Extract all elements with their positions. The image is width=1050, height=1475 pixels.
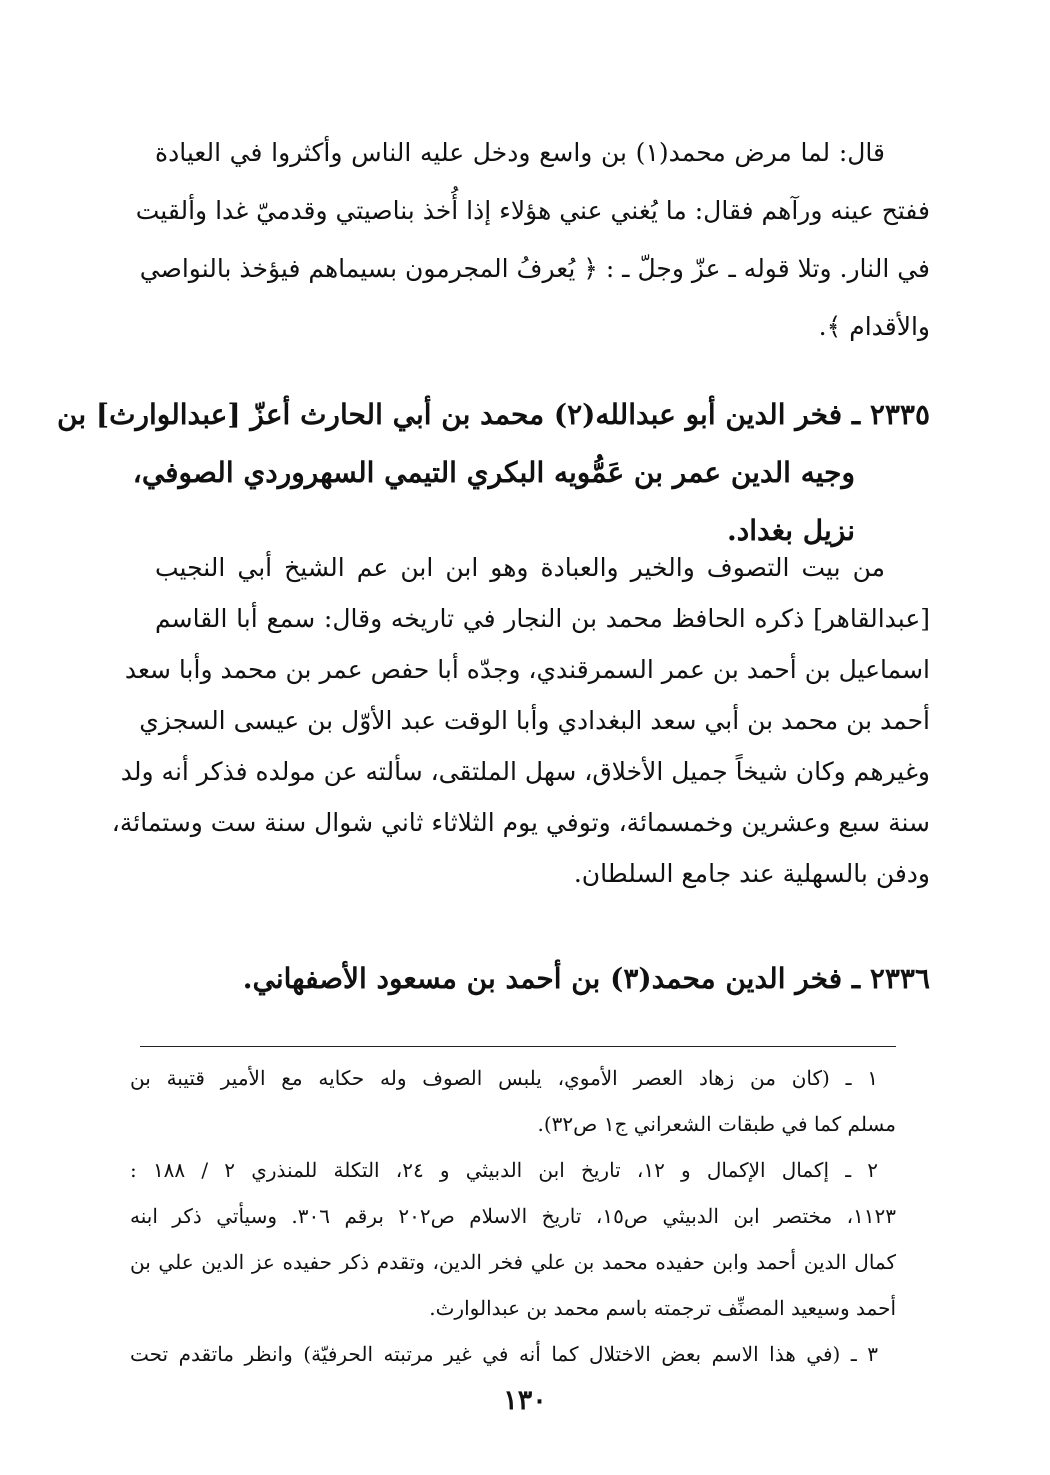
text-line: أحمد بن محمد بن أبي سعد البغدادي وأبا الوقت عبد الأوّل بن عيسى السجزي bbox=[139, 706, 930, 735]
entry-2336-heading bbox=[155, 950, 930, 1008]
footnote-line: ١ ـ (كان من زهاد العصر الأموي، يلبس الصوف وله حكايه مع الأمير قتيبة بن bbox=[130, 1066, 878, 1090]
footnote-line: ٢ ـ إكمال الإكمال و ١٢، تاريخ ابن الدبيثي و ٢٤، التكلة للمنذري ٢ / ١٨٨ : bbox=[130, 1158, 878, 1182]
text-line: من بيت التصوف والخير والعبادة وهو ابن ابن عم الشيخ أبي النجيب bbox=[155, 553, 885, 582]
footnote-line: أحمد وسيعيد المصنِّف ترجمته باسم محمد بن عبدالوارث. bbox=[429, 1296, 896, 1320]
footnote-line: مسلم كما في طبقات الشعراني ج١ ص٣٢). bbox=[537, 1112, 896, 1136]
heading-line: ٢٣٣٥ ـ فخر الدين أبو عبدالله(٢) محمد بن أبي الحارث أعزّ [عبدالوارث] بن bbox=[57, 398, 930, 431]
heading-line: وجيه الدين عمر بن عَمُّويه البكري التيمي السهروردي الصوفي، bbox=[132, 456, 855, 489]
text-line: والأقدام ﴾. bbox=[818, 312, 930, 341]
entry-2335-heading bbox=[57, 386, 930, 560]
text-line: في النار. وتلا قوله ـ عزّ وجلّ ـ : ﴿ يُعرفُ المجرمون بسيماهم فيؤخذ بالنواصي bbox=[139, 254, 930, 283]
paragraph-quote bbox=[135, 124, 930, 356]
heading-line: ٢٣٣٦ ـ فخر الدين محمد(٣) بن أحمد بن مسعود الأصفهاني. bbox=[242, 962, 930, 995]
page-number: ١٣٠ bbox=[503, 1385, 547, 1416]
entry-2335-body bbox=[111, 542, 930, 899]
footnote-line: كمال الدين أحمد وابن حفيده محمد بن علي فخر الدين، وتقدم ذكر حفيده عز الدين علي بن bbox=[130, 1250, 896, 1274]
text-line: قال: لما مرض محمد(١) بن واسع ودخل عليه الناس وأكثروا في العيادة bbox=[155, 138, 885, 167]
text-line: ففتح عينه ورآهم فقال: ما يُغني عني هؤلاء إذا أُخذ بناصيتي وقدميّ غدا وألقيت bbox=[135, 196, 930, 225]
text-line: اسماعيل بن أحمد بن عمر السمرقندي، وجدّه أبا حفص عمر بن محمد وأبا سعد bbox=[124, 655, 930, 684]
text-line: [عبدالقاهر] ذكره الحافظ محمد بن النجار في تاريخه وقال: سمع أبا القاسم bbox=[155, 604, 930, 633]
footnote-divider bbox=[140, 1046, 896, 1047]
text-line: سنة سبع وعشرين وخمسمائة، وتوفي يوم الثلاثاء ثاني شوال سنة ست وستمائة، bbox=[111, 808, 930, 837]
text-line: وغيرهم وكان شيخاً جميل الأخلاق، سهل الملتقى، سألته عن مولده فذكر أنه ولد bbox=[120, 757, 930, 786]
text-line: ودفن بالسهلية عند جامع السلطان. bbox=[573, 859, 930, 888]
footnotes bbox=[130, 1055, 896, 1377]
footnote-line: ١١٢٣، مختصر ابن الدبيثي ص١٥، تاريخ الاسلام ص٢٠٢ برقم ٣٠٦. وسيأتي ذكر ابنه bbox=[130, 1204, 897, 1228]
footnote-line: ٣ ـ (في هذا الاسم بعض الاختلال كما أنه في غير مرتبته الحرفيّة) وانظر ماتقدم تحت bbox=[130, 1342, 878, 1366]
heading-line: نزيل بغداد. bbox=[727, 514, 855, 547]
